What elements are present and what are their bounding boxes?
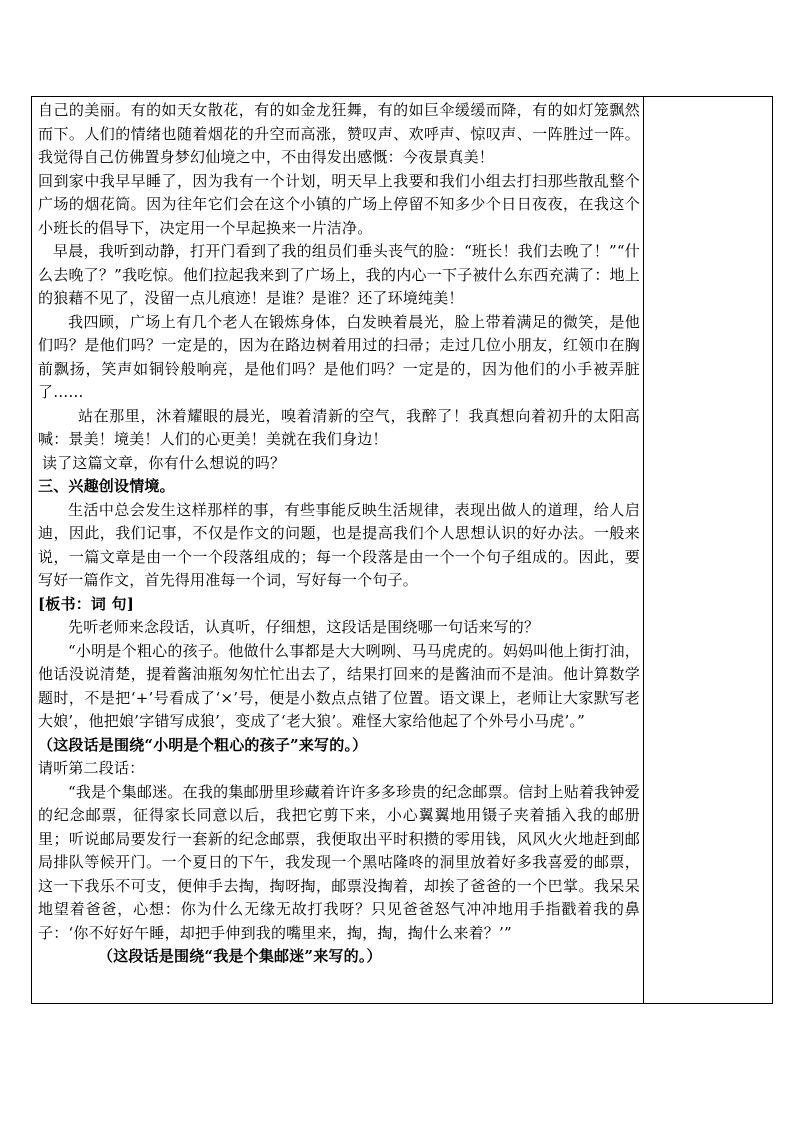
lesson-text: [32, 97, 643, 969]
paragraph-standing: 站在那里，沐着耀眼的晨光，嗅着清新的空气，我醉了！我真想向着初升的太阳高喊：景美！境美！人们的心更美！美就在我们身边！: [38, 406, 640, 448]
paragraph-plan: 回到家中我早早睡了，因为我有一个计划，明天早上我要和我们小组去打扫那些散乱整个广场的烟花筒。因为往年它们会在这个小镇的广场上停留不知多少个日日夜夜，在我这个小班长的倡导下，决定用一个早起换来一片洁净。: [38, 171, 640, 237]
paragraph-xiaoming: “小明是个粗心的孩子。他做什么事都是大大咧咧、马马虎虎的。妈妈叫他上街打油，他话没说清楚，提着酱油瓶匆匆忙忙出去了，结果打回来的是酱油而不是油。他计算数学题时，不是把‘+’号看成了‘×’号，便是小数点点错了位置。语文课上，老师让大家默写老大娘’，他把娘’字错写成狼’，变成了‘老大狼’。难怪大家给他起了个外号小马虎’。”: [38, 641, 640, 730]
question-after-reading: 读了这篇文章，你有什么想说的吗？: [42, 453, 286, 472]
paragraph-stamp-collector: “我是个集邮迷。在我的集邮册里珍藏着许许多多珍贵的纪念邮票。信封上贴着我钟爱的纪念邮票，征得家长同意以后，我把它剪下来，小心翼翼地用镊子夹着插入我的邮册里；听说邮局要发行一套新的纪念邮票，我便取出平时积攒的零用钱，风风火火地赶到邮局排队等候开门。一个夏日的下午，我发现一个黑咕隆咚的洞里放着好多我喜爱的邮票，这一下我乐不可支，便伸手去掏，掏呀掏，邮票没掏着，却挨了爸爸的一个巴掌。我呆呆地望着爸爸，心想：你为什么无缘无故打我呀？只见爸爸怒气冲冲地用手指戳着我的鼻子：‘你不好好午睡，却把手伸到我的嘴里来，掏，掏，掏什么来着？’”: [38, 782, 640, 942]
paragraph-morning: 早晨，我听到动静，打开门看到了我的组员们垂头丧气的脸：“班长！我们去晚了！”“什么去晚了？”我吃惊。他们拉起我来到了广场上，我的内心一下子被什么东西充满了：地上的狼藉不见了，没留一点儿痕迹！是谁？是谁？还了环境纯美！: [38, 242, 640, 307]
main-content-cell: [32, 97, 644, 1004]
answer-stamp-collector: （这段话是围绕“我是个集邮迷”来写的。）: [98, 947, 382, 965]
paragraph-second-prompt: 请听第二段话：: [38, 759, 145, 777]
paragraph-intro: 生活中总会发生这样那样的事，有些事能反映生活规律，表现出做人的道理，给人启迪，因此，我们记事，不仅是作文的问题，也是提高我们个人思想认识的好办法。一般来说，一篇文章是由一个一个段落组成的；每一个段落是由一个一个句子组成的。因此，要写好一篇作文，首先得用准每一个词，写好每一个句子。: [38, 500, 640, 589]
answer-xiaoming: （这段话是围绕“小明是个粗心的孩子”来写的。）: [38, 735, 368, 754]
notes-cell: [644, 97, 773, 1004]
paragraph-listen-prompt: 先听老师来念段话，认真听，仔细想，这段话是围绕哪一句话来写的？: [68, 618, 540, 636]
blackboard-note: [板书：词 句]: [38, 594, 135, 613]
paragraph-look-around: 我四顾，广场上有几个老人在锻炼身体，白发映着晨光，脸上带着满足的微笑，是他们吗？是他们吗？一定是的，因为在路边树着用过的扫帚；走过几位小朋友，红领巾在胸前飘扬，笑声如铜铃般响亮，是他们吗？是他们吗？一定是的，因为他们的小手被弄脏了……: [38, 312, 640, 401]
table-row: [32, 97, 773, 1004]
paragraph-fireworks: 自己的美丽。有的如天女散花，有的如金龙狂舞，有的如巨伞缓缓而降，有的如灯笼飘然而下。人们的情绪也随着烟花的升空而高涨，赞叹声、欢呼声、惊叹声、一阵胜过一阵。我觉得自己仿佛置身梦幻仙境之中，不由得发出感慨：今夜景真美！: [38, 101, 640, 166]
lesson-table: [31, 96, 773, 1004]
section-heading-three: 三、兴趣创设情境。: [38, 477, 175, 495]
